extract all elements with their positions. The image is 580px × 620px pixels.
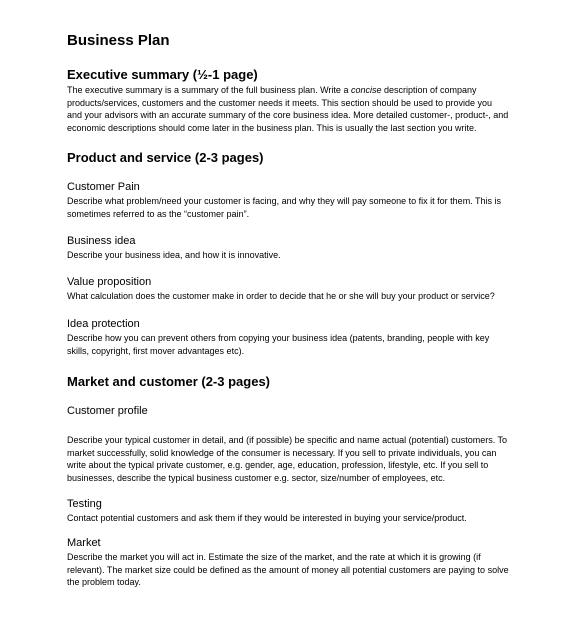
profile-line-1: Describe your typical customer in detail, and (if possible) be specific and name actual (potential) customers. To <box>67 435 508 445</box>
exec-line-3: and your advisors with an accurate summary of the core business idea. More detailed customer-, product-, and <box>67 110 509 120</box>
business-idea-paragraph <box>67 249 527 262</box>
document-title: Business Plan <box>67 32 170 49</box>
market-line-2: relevant). The market size could be defined as the amount of money all potential customers are paying to solve <box>67 564 509 575</box>
executive-summary-heading: Executive summary (½-1 page) <box>67 67 258 82</box>
protection-line-2: skills, copyright, first mover advantages etc). <box>67 345 245 356</box>
idea-protection-subheading: Idea protection <box>67 318 140 330</box>
value-proposition-paragraph <box>67 290 527 303</box>
protection-line-1: Describe how you can prevent others from copying your business idea (patents, branding, people with key <box>67 333 490 343</box>
profile-line-4: businesses, describe the typical business customer e.g. sector, size/number of employees, etc. <box>67 472 446 483</box>
market-paragraph <box>67 551 527 589</box>
testing-line-1: Contact potential customers and ask them if they would be interested in buying your service/product. <box>67 513 467 523</box>
pain-line-1: Describe what problem/need your customer is facing, and why they will pay someone to fix it for them. This is <box>67 196 502 206</box>
executive-summary-paragraph <box>67 84 527 134</box>
testing-subheading: Testing <box>67 498 102 510</box>
exec-emphasis: concise <box>350 85 382 95</box>
product-service-heading: Product and service (2-3 pages) <box>67 150 264 165</box>
idea-protection-paragraph <box>67 332 527 357</box>
testing-paragraph <box>67 512 527 525</box>
profile-line-3: write about the typical private customer, e.g. gender, age, education, profession, lifestyle, etc. If you sell to <box>67 460 489 470</box>
exec-line-1-start: The executive summary is a summary of the full business plan. Write a <box>67 85 351 95</box>
business-idea-subheading: Business idea <box>67 235 136 247</box>
exec-line-2: products/services, customers and the customer needs it meets. This section should be used to provide you <box>67 97 493 108</box>
exec-line-1 <box>67 84 527 97</box>
market-line-1: Describe the market you will act in. Estimate the size of the market, and the rate at which it is growing (if <box>67 552 481 562</box>
value-proposition-subheading: Value proposition <box>67 276 152 288</box>
exec-line-1-end: description of company <box>381 85 477 95</box>
customer-pain-subheading: Customer Pain <box>67 181 140 193</box>
pain-line-2: sometimes referred to as the “customer pain”. <box>67 208 250 219</box>
value-line-1: What calculation does the customer make in order to decide that he or she will buy your product or service? <box>67 291 495 301</box>
market-subheading: Market <box>67 537 101 549</box>
profile-line-2: market successfully, solid knowledge of the consumer is necessary. If you sell to private individuals, you can <box>67 447 497 458</box>
customer-profile-subheading: Customer profile <box>67 405 148 417</box>
market-customer-heading: Market and customer (2-3 pages) <box>67 374 271 389</box>
customer-pain-paragraph <box>67 195 527 220</box>
market-line-3: the problem today. <box>67 577 141 587</box>
exec-line-4: economic descriptions should come later in the business plan. This is usually the last section you write. <box>67 122 477 133</box>
customer-profile-paragraph <box>67 434 527 484</box>
idea-line-1: Describe your business idea, and how it is innovative. <box>67 250 281 260</box>
